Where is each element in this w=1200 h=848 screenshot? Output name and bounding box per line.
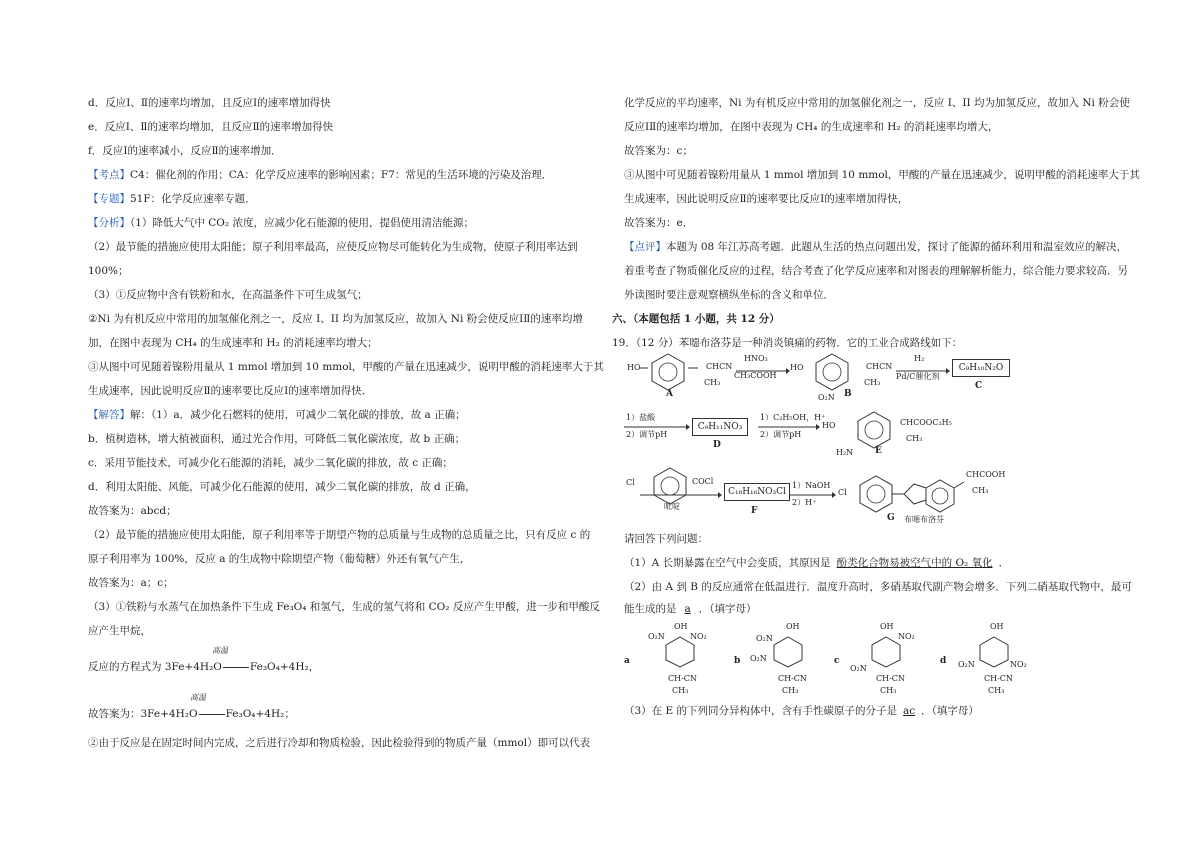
right-line-1: 化学反应的平均速率，Ni 为有机反应中常用的加氢催化剂之一，反应 I、II 均为加氢反应，故加入 Ni 粉会使 <box>624 97 1130 109</box>
question-19: 19．（12 分）苯噁布洛芬是一种消炎镇痛的药物．它的工业合成路线如下： <box>612 337 963 349</box>
dianping-line-2: 着重考查了物质催化反应的过程，结合考查了化学反应速率和对图表的理解解析能力，综合能力要求较高．另 <box>624 265 1128 277</box>
compound-d-box: C₉H₁₁NO₃ <box>692 418 748 436</box>
q2-end: ．（填字母） <box>698 603 757 615</box>
q1-answer: 酚类化合物易被空气中的 O₂ 氧化 <box>836 557 993 569</box>
q2-answer: a <box>684 603 691 615</box>
jieda-line-d: d．利用太阳能、风能，可减少化石能源的使用，减少二氧化碳的排放，故 d 正确， <box>88 481 476 493</box>
opt-c-ch3: CH₃ <box>880 686 897 695</box>
e-ch3: CH₃ <box>906 434 923 443</box>
option-f-line: f．反应Ⅰ的速率减小，反应Ⅱ的速率增加． <box>88 145 282 157</box>
opt-b-chcn: CH-CN <box>778 674 807 683</box>
opt-c-no2-l: O₂N <box>850 664 867 673</box>
a-ho: HO <box>627 363 641 372</box>
opt-c-ring <box>870 636 902 668</box>
dianping-line-3: 外读图时要注意观察横纵坐标的含义和单位． <box>624 289 834 301</box>
fenxi-line-6: 加，在图中表现为 CH₄ 的生成速率和 H₂ 的消耗速率均增大； <box>88 337 378 349</box>
opt-a-no2-l: O₂N <box>648 632 665 641</box>
q1-end: ． <box>998 557 1010 569</box>
jieda-line-2: （2）最节能的措施应使用太阳能，原子利用率等于期望产物的总质量与生成物的总质量之比，只有反应 c 的 <box>88 529 591 541</box>
reagent-hno3: HNO₃ <box>744 354 768 363</box>
equation-1 <box>88 660 319 674</box>
fenxi-line-7: ③从图中可见随着镍粉用量从 1 mmol 增加到 10 mmol，甲酸的产量在迅速减少，说明甲酸的消耗速率大于其 <box>88 361 604 373</box>
kaodian-tag: 【考点】 <box>88 169 130 181</box>
equation-2 <box>88 707 295 721</box>
opt-b-no2-2: O₂N <box>750 654 767 663</box>
option-d-label: d <box>940 656 947 666</box>
label-g: G <box>887 513 895 523</box>
section-heading: 六、（本题包括 1 小题，共 12 分） <box>612 313 780 325</box>
g-ch3: CH₃ <box>972 486 989 495</box>
g-group: CHCOOH <box>966 470 1006 479</box>
eq1-right: Fe₃O₄+4H₂， <box>249 661 320 673</box>
q2-prompt: 能生成的是 <box>624 603 677 615</box>
b-chcn: CHCN <box>866 362 893 371</box>
step2-b: 2）调节pH <box>760 430 802 439</box>
dianping-line <box>624 240 1127 254</box>
opt-b-no2-1: O₂N <box>756 634 773 643</box>
right-line-2: 反应ⅠⅡ的速率均增加，在图中表现为 CH₄ 的生成速率和 H₂ 的消耗速率均增大， <box>624 121 999 133</box>
opt-c-no2-r: NO₂ <box>898 632 915 641</box>
opt-a-ring <box>664 636 696 668</box>
q3-line <box>624 704 979 718</box>
eq2-arrow <box>199 714 225 715</box>
step3-a: 1）NaOH <box>792 481 831 490</box>
jieda-line-3: （3）①铁粉与水蒸气在加热条件下生成 Fe₃O₄ 和氢气，生成的氢气将和 CO₂ 反应产生甲酸，进一步和甲酸反 <box>88 601 600 613</box>
kaodian-line <box>88 168 552 182</box>
opt-b-ring <box>772 636 804 668</box>
label-d: D <box>713 440 721 450</box>
reagent-ch3cooh: CH₃COOH <box>734 371 777 380</box>
opt-d-ring <box>978 636 1010 668</box>
opt-b-ch3: CH₃ <box>782 686 799 695</box>
q1-prompt: （1）A 长期暴露在空气中会变质，其原因是 <box>624 557 831 569</box>
jieda-line <box>88 408 466 422</box>
opt-a-chcn: CH-CN <box>668 674 697 683</box>
e-h2n: H₂N <box>836 448 854 457</box>
ask-line: 请回答下列问题： <box>624 533 708 545</box>
right-line-5: 生成速率，因此说明反应Ⅱ的速率要比反应Ⅰ的速率增加得快， <box>624 193 909 205</box>
fenxi-line-3: 100%； <box>88 265 129 277</box>
q3-prompt: （3）在 E 的下列同分异构体中，含有手性碳原子的分子是 <box>624 705 898 717</box>
option-c-label: c <box>834 656 840 666</box>
opt-c-chcn: CH-CN <box>876 674 905 683</box>
label-f: F <box>751 506 758 516</box>
jieda-line-c: c．采用节能技术，可减少化石能源的消耗，减少二氧化碳的排放，故 c 正确； <box>88 457 453 469</box>
opt-d-no2-r: NO₂ <box>1010 660 1027 669</box>
fenxi-text: （1）降低大气中 CO₂ 浓度，应减少化石能源的使用，提倡使用清洁能源； <box>130 217 474 229</box>
option-a-label: a <box>624 656 630 666</box>
opt-d-oh: OH <box>990 622 1004 631</box>
right-line-4: ③从图中可见随着镍粉用量从 1 mmol 增加到 10 mmol，甲酸的产量在迅速减少，说明甲酸的消耗速率大于其 <box>624 169 1140 181</box>
compound-f-box: C₁₈H₁₆NO₃Cl <box>724 483 790 501</box>
q2-line-1: （2）由 A 到 B 的反应通常在低温进行．温度升高时，多硝基取代副产物会增多．下列二硝基取代物中，最可 <box>624 581 1132 593</box>
fenxi-line <box>88 216 474 230</box>
opt-d-ch3: CH₃ <box>988 686 1005 695</box>
a-ch3: CH₃ <box>704 378 721 387</box>
kaodian-text: C4：催化剂的作用；CA：化学反应速率的影响因素；F7：常见的生活环境的污染及治理． <box>130 169 553 181</box>
label-b: B <box>844 389 852 399</box>
fenxi-line-2: （2）最节能的措施应使用太阳能；原子利用率最高，应使反应物尽可能转化为生成物，使原子利用率达到 <box>88 241 578 253</box>
opt-a-no2-r: NO₂ <box>690 632 707 641</box>
label-c: C <box>975 381 983 391</box>
eq1-condition: 高温 <box>212 646 228 655</box>
zhuanti-line <box>88 192 256 206</box>
jieda-line-3b: 应产生甲烷， <box>88 625 151 637</box>
compound-c-box: C₉H₁₀N₂O <box>952 359 1010 377</box>
e-group: CHCOOC₂H₅ <box>900 418 952 427</box>
b-o2n: O₂N <box>818 393 835 402</box>
answer-line-1: 故答案为：abcd； <box>88 505 177 517</box>
jieda-line-2b: 原子利用率为 100%，反应 a 的生成物中除期望产物（葡萄糖）外还有氧气产生， <box>88 553 471 565</box>
step1-a: 1）盐酸 <box>626 413 656 422</box>
reagent-h2: H₂ <box>914 354 925 363</box>
b-ch3: CH₃ <box>864 378 881 387</box>
ring-e <box>854 410 894 446</box>
option-e-line: e．反应Ⅰ、Ⅱ的速率均增加，且反应Ⅱ的速率增加得快 <box>88 121 334 133</box>
eq2-condition: 高温 <box>190 693 206 702</box>
label-a: A <box>666 389 673 399</box>
eq2-left: 故答案为：3Fe+4H₂O <box>88 708 198 720</box>
eq1-left: 反应的方程式为 3Fe+4H₂O <box>88 661 222 673</box>
opt-b-oh: OH <box>786 622 800 631</box>
step1-b: 2）调节pH <box>626 430 668 439</box>
g-row-cl: Cl <box>626 478 635 487</box>
right-answer-e: 故答案为：e． <box>624 217 694 229</box>
answer-line-2: 故答案为：a；c； <box>88 577 174 589</box>
eq1-arrow <box>223 667 249 668</box>
fenxi-tag: 【分析】 <box>88 217 130 229</box>
q3-answer: ac <box>903 705 916 717</box>
opt-d-no2-l: O₂N <box>958 660 975 669</box>
left-last-line: ②由于反应是在固定时间内完成，之后进行冷却和物质检验，因此检验得到的物质产量（mmol）即可以代表 <box>88 737 591 749</box>
g-name: 布噁布洛芬 <box>904 515 944 524</box>
zhuanti-tag: 【专题】 <box>88 193 130 205</box>
fenxi-line-8: 生成速率，因此说明反应Ⅱ的速率要比反应Ⅰ的速率增加得快． <box>88 385 373 397</box>
e-ho: HO <box>822 421 836 430</box>
a-chcn: CHCN <box>706 362 733 371</box>
opt-a-ch3: CH₃ <box>672 686 689 695</box>
eq2-right: Fe₃O₄+4H₂； <box>225 708 295 720</box>
option-d-line: d．反应Ⅰ、Ⅱ的速率均增加，且反应Ⅰ的速率增加得快 <box>88 97 331 109</box>
jieda-line-b: b．植树造林，增大植被面积，通过光合作用，可降低二氧化碳浓度，故 b 正确； <box>88 433 466 445</box>
g-cl: Cl <box>838 488 847 497</box>
pyridine: 吡啶 <box>664 502 680 511</box>
q3-end: ．（填字母） <box>921 705 979 717</box>
b-ho: HO <box>790 363 804 372</box>
fenxi-line-5: ②Ni 为有机反应中常用的加氢催化剂之一，反应 I、II 均为加氢反应，故加入 Ni 粉会使反应ⅠⅡ的速率均增 <box>88 313 583 325</box>
step2-a: 1）C₂H₅OH，H⁺ <box>760 413 826 422</box>
jieda-tag: 【解答】 <box>88 409 130 421</box>
opt-a-oh: OH <box>674 622 688 631</box>
dianping-text: 本题为 08 年江苏高考题．此题从生活的热点问题出发，探讨了能源的循环利用和温室效应的解决， <box>666 241 1128 253</box>
ring-b <box>812 352 852 388</box>
opt-c-oh: OH <box>880 622 894 631</box>
arrow-e-f <box>640 492 722 498</box>
option-b-label: b <box>734 656 741 666</box>
dianping-tag: 【点评】 <box>624 241 666 253</box>
step3-b: 2）H⁺ <box>792 498 817 507</box>
q1-line <box>624 556 1009 570</box>
reagent-pdc: Pd/C催化剂 <box>896 372 940 381</box>
fenxi-line-4: （3）①反应物中含有铁粉和水，在高温条件下可生成氢气； <box>88 289 368 301</box>
q2-line-2 <box>624 602 757 616</box>
label-e: E <box>875 446 882 456</box>
opt-d-chcn: CH-CN <box>984 674 1013 683</box>
acyl-cocl: COCl <box>692 477 714 486</box>
zhuanti-text: 51F：化学反应速率专题． <box>130 193 256 205</box>
jieda-text: 解：（1）a．减少化石燃料的使用，可减少二氧化碳的排放，故 a 正确； <box>130 409 466 421</box>
right-answer-c: 故答案为：c； <box>624 145 693 157</box>
